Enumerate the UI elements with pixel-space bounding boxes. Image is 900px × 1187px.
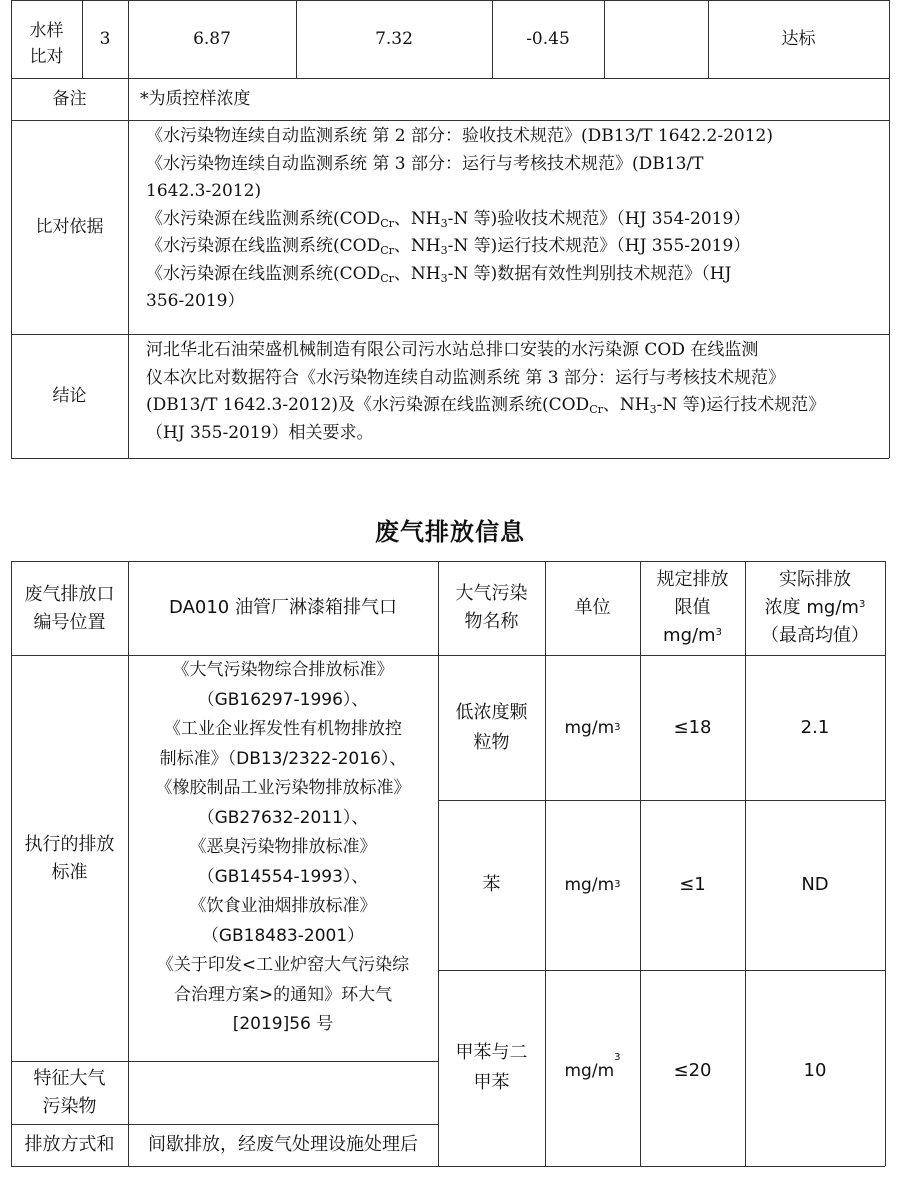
section-title: 废气排放信息 (375, 518, 525, 546)
basis-line-text: 《水污染物连续自动监测系统 第 3 部分：运行与考核技术规范》(DB13/T (146, 153, 704, 174)
header-actual-line1: 实际排放 (779, 569, 851, 590)
conclusion-line-text: (DB13/T 1642.3-2012)及《水污染源在线监测系统(COD (146, 395, 590, 415)
header-limit-line2: 限值 (674, 597, 711, 618)
basis-label: 比对依据 (35, 217, 104, 237)
conclusion-line (146, 392, 881, 420)
standard-item: 《关于印发<工业炉窑大气污染综 (156, 955, 410, 975)
basis-line (146, 233, 881, 261)
header-limit-line1: 规定排放 (656, 569, 729, 590)
basis-line-text: 《水污染物连续自动监测系统 第 2 部分：验收技术规范》(DB13/T 1642.2-2012) (146, 126, 774, 146)
header-actual (745, 561, 885, 655)
unit-text: mg/m (564, 717, 615, 738)
pollutant-actual: ND (801, 874, 829, 895)
basis-line-text: 《水污染源在线监测系统(COD (146, 208, 381, 229)
emission-method-value: 间歇排放，经废气处理设施处理后 (148, 1134, 418, 1155)
pollutant-actual: 10 (803, 1060, 827, 1081)
header-limit-line3 (663, 622, 722, 650)
conclusion-line (146, 365, 881, 393)
conclusion-line (146, 337, 881, 365)
pollutant-limit: ≤20 (673, 1060, 712, 1081)
header-outlet-line2: 编号位置 (33, 612, 106, 633)
standard-item: 《大气污染物综合排放标准》 (172, 660, 394, 680)
subscript: 3 (440, 271, 448, 285)
standards-label-line1: 执行的排放 (24, 834, 115, 855)
feature-pollutant-value (128, 1061, 438, 1124)
basis-text (146, 123, 881, 316)
pollutant-name-line2: 甲苯 (473, 1072, 510, 1093)
unit-text: mg/m (564, 1061, 615, 1081)
feature-label-line2: 污染物 (42, 1095, 97, 1117)
pollutant-unit: mg/m 3 (545, 800, 640, 970)
standard-item: （GB18483-2001） (201, 925, 365, 946)
conclusion-line (146, 420, 881, 448)
standards-list (128, 655, 438, 1040)
standard-item: 《恶臭污染物排放标准》 (189, 837, 377, 857)
standard-item: [2019]56 号 (232, 1014, 334, 1034)
conclusion-line-text: 仪本次比对数据符合《水污染物连续自动监测系统 第 3 部分：运行与考核技术规范》 (146, 367, 786, 388)
basis-line-text: 、NH (393, 208, 441, 229)
pollutant-name-line1: 低浓度颗 (455, 701, 528, 723)
header-limit (640, 561, 745, 655)
value-2: 7.32 (375, 29, 413, 49)
standard-item: 《饮食业油烟排放标准》 (189, 896, 377, 916)
remark-text: *为质控样浓度 (140, 89, 251, 109)
subscript: 3 (440, 216, 448, 230)
basis-line (146, 151, 881, 179)
pollutant-name-line1: 苯 (482, 874, 501, 895)
basis-line-text: 、NH (393, 263, 441, 284)
superscript: 3 (715, 627, 722, 638)
result-value: 达标 (781, 29, 816, 49)
conclusion-line-text: -N 等)运行技术规范》 (656, 395, 826, 415)
empty-cell (604, 0, 708, 78)
row-label-line2: 比对 (29, 47, 64, 67)
standards-label-line2: 标准 (51, 862, 88, 883)
pollutant-name (438, 970, 545, 1166)
outlet-name: DA010 油管厂淋漆箱排气口 (169, 597, 397, 618)
pollutant-actual: 2.1 (800, 716, 830, 738)
subscript: 3 (440, 244, 448, 257)
basis-line (146, 261, 881, 289)
subscript: Cr (380, 216, 394, 230)
unit-text: mg/m (564, 875, 615, 895)
basis-line-text: 1642.3-2012) (146, 181, 262, 201)
standard-item: 合治理方案>的通知》环大气 (173, 984, 393, 1005)
subscript: 3 (649, 403, 657, 416)
row-label-water-sample (11, 16, 82, 72)
basis-line-text: 356-2019） (146, 291, 245, 311)
header-actual-line3: （最高均值） (761, 625, 869, 646)
unit-text: 浓度 mg/m (764, 597, 859, 618)
standard-item: （GB14554-1993）、 (197, 866, 369, 887)
feature-pollutant-label (11, 1061, 128, 1124)
pollutant-name (438, 655, 545, 800)
header-unit: 单位 (574, 597, 611, 618)
basis-line (146, 288, 881, 316)
feature-label-line1: 特征大气 (33, 1067, 106, 1089)
difference-value: -0.45 (526, 29, 570, 49)
header-pollutant (438, 561, 545, 655)
standard-item: 《橡胶制品工业污染物排放标准》 (155, 778, 411, 798)
standard-item: （GB27632-2011）、 (197, 807, 369, 828)
subscript: Cr (589, 403, 603, 416)
value-1: 6.87 (193, 29, 231, 49)
basis-line-text: 《水污染源在线监测系统(COD (146, 263, 381, 284)
row-number: 3 (99, 29, 111, 49)
pollutant-limit: ≤1 (679, 874, 706, 895)
standard-item: （GB16297-1996）、 (197, 689, 369, 710)
basis-line (146, 206, 881, 234)
header-outlet-line1: 废气排放口 (24, 584, 115, 605)
row-label-line1: 水样 (29, 21, 64, 41)
basis-line-text: 《水污染源在线监测系统(COD (146, 236, 381, 256)
header-pollutant-line1: 大气污染 (455, 583, 528, 604)
basis-line (146, 178, 881, 206)
header-actual-line2 (765, 594, 866, 622)
superscript: 3 (858, 599, 866, 610)
basis-line-text: 、NH (393, 236, 441, 256)
basis-line-text: -N 等)验收技术规范》（HJ 354-2019） (447, 208, 751, 229)
standard-item: 《工业企业挥发性有机物排放控 (164, 719, 402, 739)
header-outlet (11, 571, 128, 647)
conclusion-line-text: 河北华北石油荣盛机械制造有限公司污水站总排口安装的水污染源 COD 在线监测 (146, 340, 759, 360)
conclusion-line-text: 、NH (602, 395, 650, 415)
header-pollutant-line2: 物名称 (464, 611, 519, 632)
remark-label: 备注 (52, 89, 87, 109)
basis-line-text: -N 等)数据有效性判别技术规范》（HJ (447, 263, 732, 284)
standards-label (11, 655, 128, 1061)
pollutant-name (438, 800, 545, 970)
unit-text: mg/m (663, 625, 716, 646)
conclusion-label: 结论 (52, 386, 87, 406)
basis-line-text: -N 等)运行技术规范》（HJ 355-2019） (447, 236, 751, 256)
basis-line (146, 123, 881, 151)
pollutant-name-line1: 甲苯与二 (455, 1042, 528, 1063)
standard-item: 制标准》（DB13/2322-2016）、 (159, 748, 407, 769)
subscript: Cr (380, 271, 394, 285)
subscript: Cr (380, 244, 394, 257)
conclusion-line-text: （HJ 355-2019）相关要求。 (146, 422, 374, 443)
pollutant-unit: mg/m 3 (545, 655, 640, 800)
pollutant-name-line2: 粒物 (473, 731, 510, 753)
conclusion-text (146, 337, 881, 447)
pollutant-unit: mg/m 3 (545, 970, 640, 1166)
emission-method-label: 排放方式和 (24, 1134, 115, 1155)
pollutant-limit: ≤18 (673, 716, 712, 738)
